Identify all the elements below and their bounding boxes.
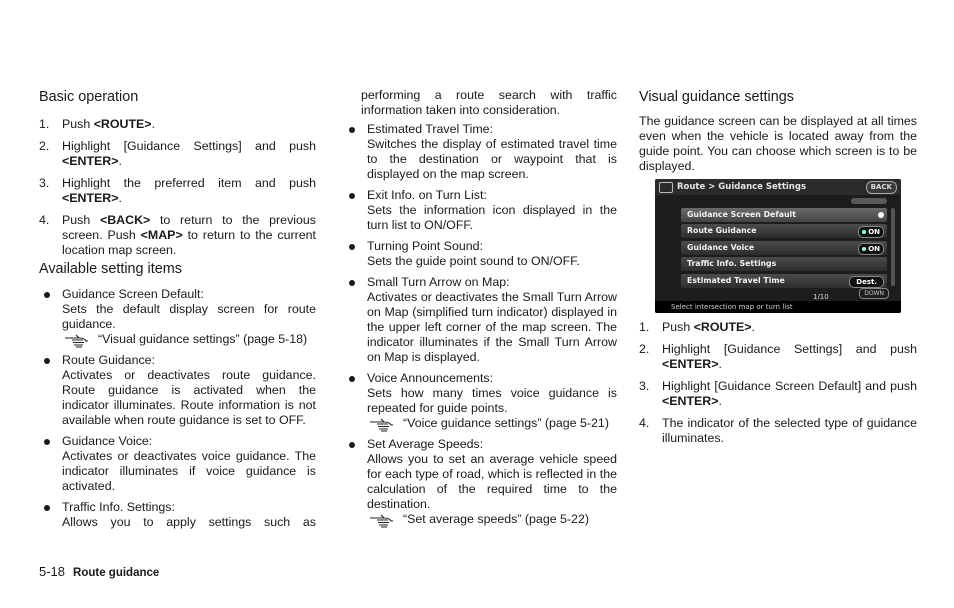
step-1: 1. Push <ROUTE>.: [39, 117, 155, 131]
visual-guidance-steps: [639, 320, 917, 453]
list-item: Route Guidance: Activates or deactivates route guidance. Route guidance is activated when the indicator illuminates. Route information is not available when route guidance is set to OFF.: [39, 353, 316, 428]
intro-paragraph: The guidance screen can be displayed at all times even when the vehicle is located away from the guide point. You can choose which screen is to be displayed.: [639, 114, 917, 173]
page-reference: “Voice guidance settings” (page 5-21): [367, 416, 617, 431]
page-reference: “Set average speeds” (page 5-22): [367, 512, 617, 527]
dest-value: Dest.: [849, 276, 884, 288]
settings-menu: [681, 208, 887, 290]
bullet: [44, 292, 50, 298]
available-settings-heading: Available setting items: [39, 261, 182, 277]
page-reference: “Visual guidance settings” (page 5-18): [62, 332, 316, 347]
list-item: Guidance Voice: Activates or deactivates voice guidance. The indicator illuminates if voice guidance is activated.: [39, 434, 316, 494]
list-item: Guidance Screen Default: Sets the default display screen for route guidance. “Visual guidance settings” (page 5-18): [39, 287, 316, 347]
down-button: DOWN: [859, 288, 889, 299]
menu-row: Route Guidance ON: [681, 224, 887, 238]
setting-items-list: [344, 122, 617, 533]
list-item: Set Average Speeds: Allows you to set an average vehicle speed for each type of road, which is reflected in the calculation of the required time to the destination. “Set average speeds” (page 5-22): [344, 437, 617, 527]
step-4: 4. Push <BACK> to return to the previous screen. Push <MAP> to return to the current location map screen.: [39, 213, 317, 257]
bullet: [44, 358, 50, 364]
visual-guidance-heading: Visual guidance settings: [639, 89, 794, 105]
scroll-bar: [891, 208, 895, 286]
pointing-hand-icon: [64, 332, 90, 348]
page-footer: [39, 564, 159, 579]
basic-operation-steps: [39, 117, 316, 265]
list-item: Exit Info. on Turn List: Sets the information icon displayed in the turn list to ON/OFF.: [344, 188, 617, 233]
bullet: [349, 442, 355, 448]
route-menu-icon: [659, 182, 673, 193]
page-number: 5-18: [39, 564, 66, 579]
menu-row: Guidance Screen Default: [681, 208, 887, 222]
list-item: Turning Point Sound: Sets the guide point sound to ON/OFF.: [344, 239, 617, 269]
indicator-lamp-icon: [862, 230, 866, 234]
menu-row: Guidance Voice ON: [681, 241, 887, 255]
step-2: 2. Highlight [Guidance Settings] and push <ENTER>.: [639, 342, 917, 371]
up-button: [851, 198, 887, 204]
section-title: Route guidance: [73, 567, 160, 579]
bullet: [44, 439, 50, 445]
step-3: 3. Highlight the preferred item and push <ENTER>.: [39, 176, 316, 205]
menu-row: Estimated Travel Time Dest.: [681, 274, 887, 288]
step-2: 2. Highlight [Guidance Settings] and push <ENTER>.: [39, 139, 316, 168]
menu-row: Traffic Info. Settings: [681, 257, 887, 271]
step-3: 3. Highlight [Guidance Screen Default] and push <ENTER>.: [639, 379, 917, 408]
continuation-text: performing a route search with traffic information taken into consideration.: [361, 88, 617, 117]
bullet: [349, 193, 355, 199]
page-counter: 1/10: [813, 293, 829, 301]
status-line: Select intersection map or turn list: [655, 301, 901, 313]
screen-title-bar: Route > Guidance Settings BACK: [655, 179, 901, 195]
pointing-hand-icon: [369, 416, 395, 432]
back-button: BACK: [866, 181, 897, 194]
indicator-dot-icon: [878, 212, 884, 218]
bullet: [349, 127, 355, 133]
step-1: 1. Push <ROUTE>.: [639, 320, 755, 334]
list-item: Small Turn Arrow on Map: Activates or deactivates the Small Turn Arrow on Map (simplified turn indicator) displayed in the upper left corner of the map screen. The indicator illuminates if the Small Turn Arrow on Map is displayed.: [344, 275, 617, 365]
list-item: Estimated Travel Time: Switches the display of estimated travel time to the destination or waypoint that is displayed on the map screen.: [344, 122, 617, 182]
bullet: [349, 376, 355, 382]
on-indicator: ON: [858, 243, 884, 255]
indicator-lamp-icon: [862, 247, 866, 251]
bullet: [44, 505, 50, 511]
list-item: Traffic Info. Settings: Allows you to apply settings such as: [39, 500, 316, 530]
step-4: 4. The indicator of the selected type of guidance illuminates.: [639, 416, 917, 445]
pointing-hand-icon: [369, 512, 395, 528]
list-item: Voice Announcements: Sets how many times voice guidance is repeated for guide points. “Voice guidance settings” (page 5-21): [344, 371, 617, 431]
basic-operation-heading: Basic operation: [39, 89, 139, 105]
bullet: [349, 244, 355, 250]
available-settings-list: [39, 287, 316, 536]
bullet: [349, 280, 355, 286]
on-indicator: ON: [858, 226, 884, 238]
guidance-settings-screenshot: [655, 179, 901, 313]
